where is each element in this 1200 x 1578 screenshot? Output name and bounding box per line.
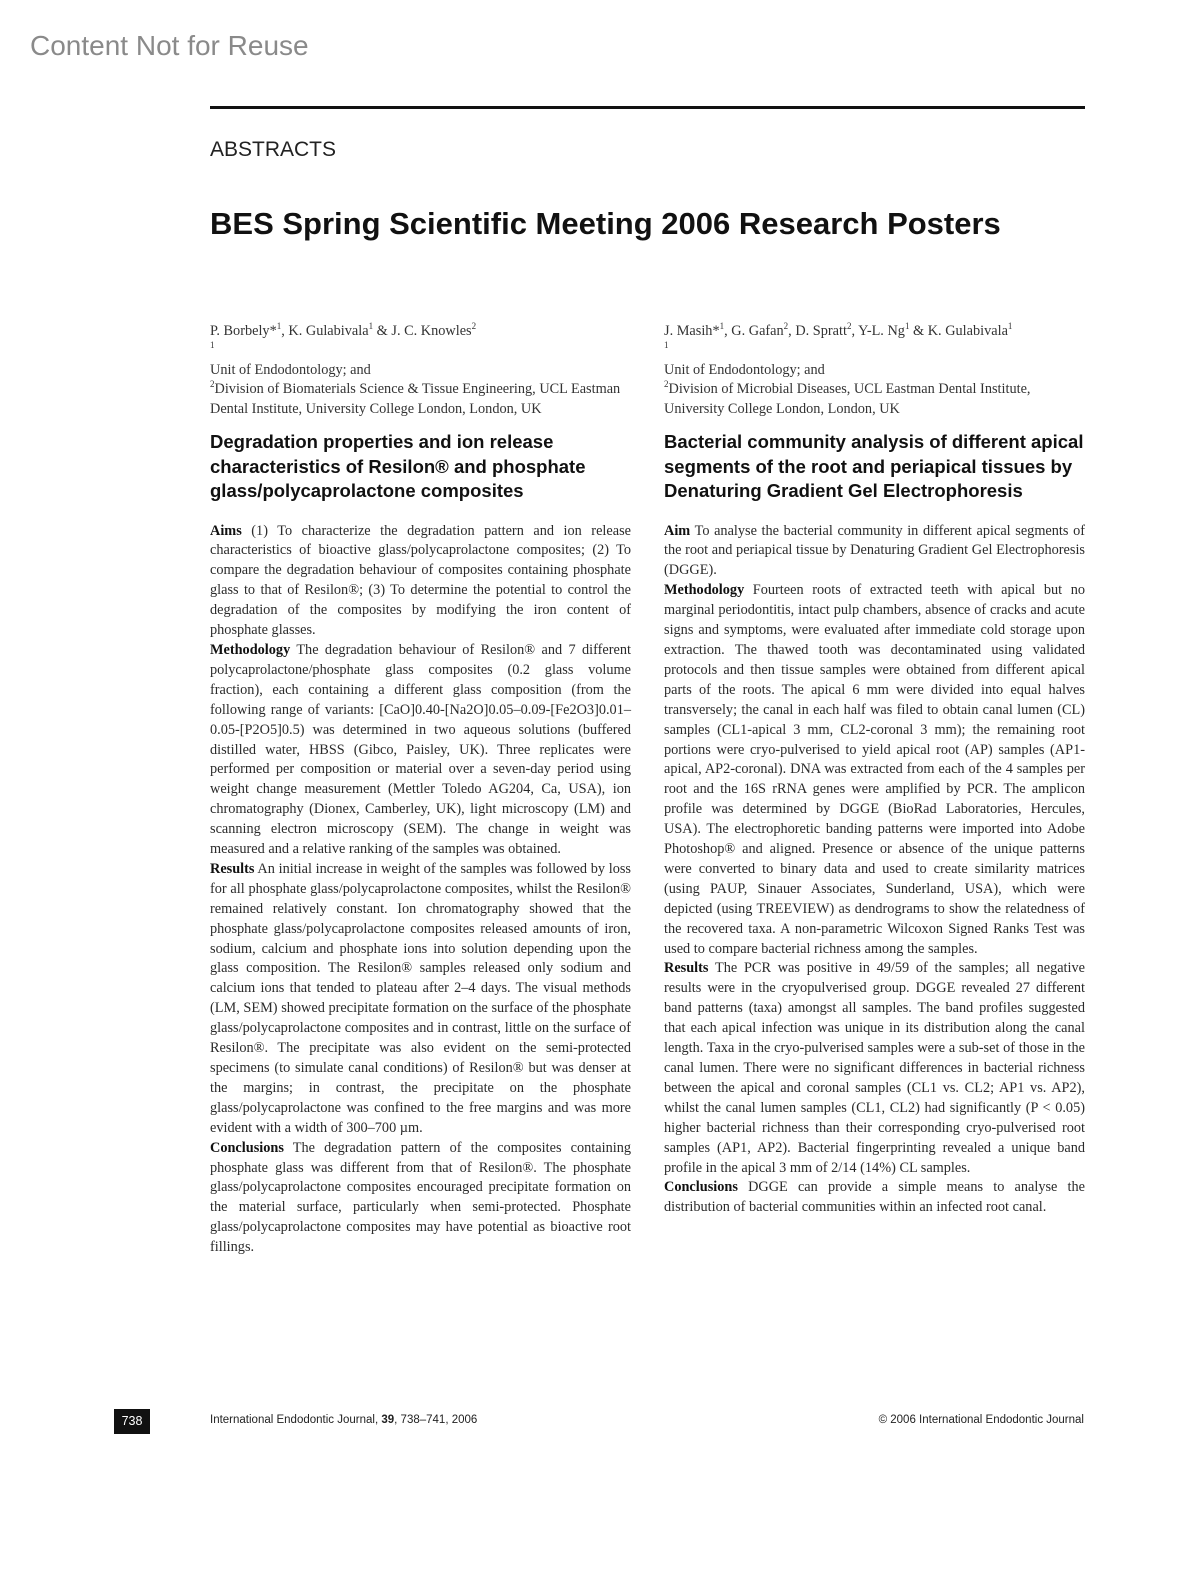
copyright-notice: © 2006 International Endodontic Journal — [878, 1414, 1084, 1426]
section-label: ABSTRACTS — [210, 138, 337, 161]
abstract-methodology: Methodology Fourteen roots of extracted teeth with apical but no marginal periodontitis, intact pulp chambers, absence of cracks and acute signs and symptoms, were evaluated after immediate cold storage upon extraction. The thawed tooth was decontaminated using validated protocols and then tissue samples were obtained from different apical parts of the roots. The apical 6 mm were divided into equal halves transversely; the canal in each half was filed to obtain canal lumen (CL) samples (CL1-apical 3 mm, CL2-coronal 3 mm); the remaining root portions were cryo-pulverised to yield apical root (AP) samples (AP1-apical, AP2-coronal). DNA was extracted from each of the 4 samples per root and the 16S rRNA genes were amplified by PCR. The amplicon profile was determined by DGGE (BioRad Laboratories, Hercules, USA). The electrophoretic banding patterns were imported into Adobe Photoshop® and aligned. Presence or absence of the unique patterns were converted to binary data and used to create similarity matrices (using PAUP, Sinauer Associates, Sunderland, USA), which were depicted (using TREEVIEW) as dendrograms to show the relatedness of the recovered taxa. A non-parametric Wilcoxon Signed Ranks Test was used to compare bacterial richness among the samples. — [664, 582, 1085, 957]
article-title: Degradation properties and ion release characteristics of Resilon® and phosphate glass/polycaprolactone composites — [210, 431, 586, 502]
abstract-aim: Aim To analyse the bacterial community in different apical segments of the root and periapical tissue by Denaturing Gradient Gel Electrophoresis (DGGE). — [664, 522, 1085, 579]
abstract-aims: Aims (1) To characterize the degradation pattern and ion release characteristics of bioactive glass/polycaprolactone composites; (2) To compare the degradation behaviour of composites containing phosphate glass to that of Resilon®; (3) To determine the potential to control the degradation of the composites by modifying the iron content of phosphate glasses. — [210, 522, 631, 639]
top-rule-divider — [210, 106, 1085, 109]
author-list: J. Masih*$^1$, G. Gafan$^2$, D. Spratt$^2$, Y-L. Ng$^1$ & K. Gulabivala$^1$ — [664, 321, 1013, 339]
article-title: Bacterial community analysis of different apical segments of the root and periapical tissues by Denaturing Gradient Gel Electrophoresis — [664, 431, 1084, 502]
page-title: BES Spring Scientific Meeting 2006 Research Posters — [210, 206, 1001, 241]
author: G. Gafan$^2$ — [731, 321, 789, 339]
abstract-results: Results The PCR was positive in 49/59 of the samples; all negative results were in the cryopulverised group. DGGE revealed 27 different band patterns (taxa) amongst all samples. The band profiles suggested that each apical infection was unique in its distribution along the canal length. Taxa in the cryo-pulverised samples were a sub-set of those in the canal lumen. There were no significant differences in bacterial richness between the apical and coronal samples (CL1 vs. CL2; AP1 vs. AP2), whilst the canal lumen samples (CL1, CL2) had significantly (P < 0.05) higher bacterial richness than their corresponding cryo-pulverised root samples (AP1, AP2). Bacterial fingerprinting revealed a unique band profile in the apical 3 mm of 2/14 (14%) CL samples. — [664, 960, 1085, 1176]
affiliation: $^1$ Unit of Endodontology; and $^2$Division of Microbial Diseases, UCL Eastman Dental Institute, University College London, London, UK — [664, 340, 1031, 417]
page-number: 738 — [114, 1409, 150, 1434]
right-article — [664, 322, 1085, 1218]
author: D. Spratt$^2$ — [795, 321, 852, 339]
author: P. Borbely*$^1$ — [210, 321, 282, 339]
author: J. C. Knowles$^2$ — [391, 321, 477, 339]
abstract-results: Results An initial increase in weight of the samples was followed by loss for all phosphate glass/polycaprolactone composites, whilst the Resilon® remained relatively constant. Ion chromatography showed that the phosphate glass/polycaprolactone composites released amounts of iron, sodium, calcium and phosphate ions into solution depending upon the glass composition. The Resilon® samples released only sodium and calcium ions that tended to plateau after 2–4 days. The visual methods (LM, SEM) showed precipitate formation on the surface of the phosphate glass/polycaprolactone composites and in contrast, little on the surface of Resilon®. The precipitate was also evident on the semi-protected specimens (to simulate canal conditions) of Resilon® but was denser at the margins; in contrast, the precipitate on the phosphate glass/polycaprolactone was confined to the free margins and was more evident with a width of 300–700 µm. — [210, 860, 631, 1136]
abstract-methodology: Methodology The degradation behaviour of Resilon® and 7 different polycaprolactone/phosphate glass composites (0.2 glass volume fraction), each containing a different glass composition (from the following range of variants: [CaO]0.40-[Na2O]0.05–0.09-[Fe2O3]0.01–0.05-[P2O5]0.5) was determined in two aqueous solutions (buffered distilled water, HBSS (Gibco, Paisley, UK). Three replicates were performed per composition or material over a seven-day period using weight change measurement (Mettler Toledo AG204, Ca, USA), ion chromatography (Dionex, Camberley, UK), light microscopy (LM) and scanning electron microscopy (SEM). The change in weight was measured and a relative ranking of the samples was obtained. — [210, 641, 631, 858]
left-article — [210, 322, 631, 1258]
author: K. Gulabivala$^1$ — [927, 321, 1013, 339]
author: Y-L. Ng$^1$ — [858, 321, 910, 339]
author-list: P. Borbely*$^1$, K. Gulabivala$^1$ & J. C. Knowles$^2$ — [210, 321, 477, 339]
author: J. Masih*$^1$ — [664, 321, 725, 339]
affiliation: $^1$ Unit of Endodontology; and $^2$Division of Biomaterials Science & Tissue Engineering, UCL Eastman Dental Institute, University College London, London, UK — [210, 340, 621, 417]
author: K. Gulabivala$^1$ — [288, 321, 374, 339]
abstract-conclusions: Conclusions The degradation pattern of the composites containing phosphate glass was different from that of Resilon®. The phosphate glass/polycaprolactone composites encouraged precipitate formation on the material surface, particularly when semi-protected. Phosphate glass/polycaprolactone composites may have potential as bioactive root fillings. — [210, 1139, 631, 1256]
abstract-conclusions: Conclusions DGGE can provide a simple means to analyse the distribution of bacterial communities within an infected root canal. — [664, 1179, 1086, 1216]
watermark: Content Not for Reuse — [30, 30, 309, 61]
journal-reference: International Endodontic Journal, 39, 738–741, 2006 — [210, 1414, 478, 1426]
